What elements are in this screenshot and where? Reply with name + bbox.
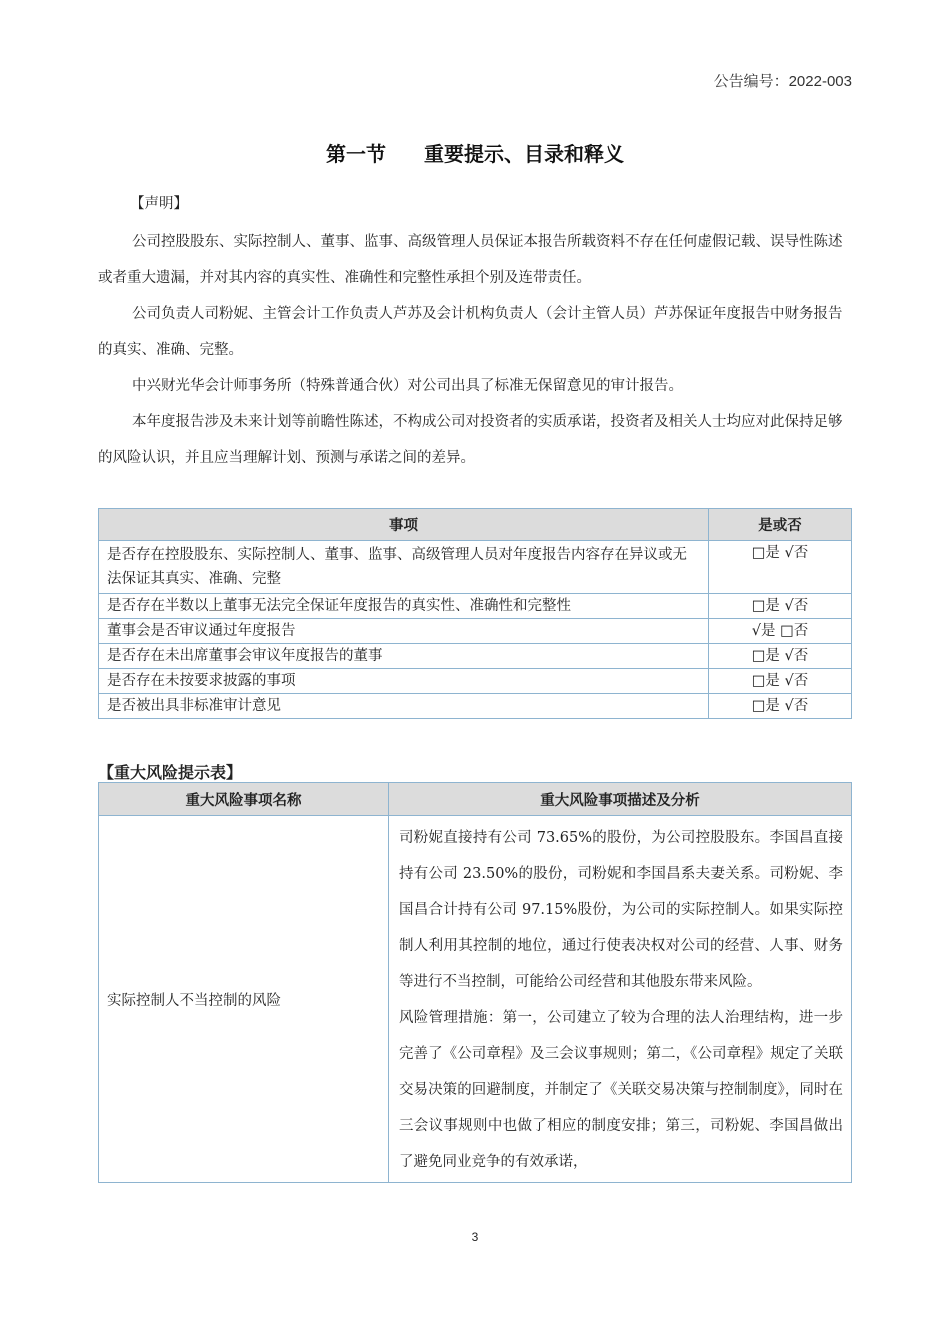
column-header-answer: 是或否 — [709, 509, 852, 541]
table-row — [99, 694, 852, 719]
column-header-item: 事项 — [99, 509, 709, 541]
table-header-row — [99, 783, 852, 816]
matter-item: 是否被出具非标准审计意见 — [99, 694, 709, 719]
matter-item: 是否存在未出席董事会审议年度报告的董事 — [99, 644, 709, 669]
table-row — [99, 669, 852, 694]
page-number: 3 — [471, 1230, 479, 1244]
risk-table — [98, 782, 852, 1183]
statement-paragraph: 公司负责人司粉妮、主管会计工作负责人芦苏及会计机构负责人（会计主管人员）芦苏保证年度报告中财务报告的真实、准确、完整。 — [98, 306, 843, 358]
table-row — [99, 816, 852, 1183]
table-header-row — [99, 509, 852, 541]
section-title — [0, 138, 950, 167]
statement-paragraph: 中兴财光华会计师事务所（特殊普通合伙）对公司出具了标准无保留意见的审计报告。 — [132, 378, 683, 394]
table-row — [99, 644, 852, 669]
risk-name: 实际控制人不当控制的风险 — [99, 816, 389, 1183]
section-number: 第一节 — [326, 142, 386, 166]
table-row — [99, 541, 852, 594]
matter-item: 是否存在半数以上董事无法完全保证年度报告的真实性、准确性和完整性 — [99, 594, 709, 619]
matter-answer: □是 √否 — [709, 694, 852, 719]
risk-measures: 风险管理措施：第一，公司建立了较为合理的法人治理结构，进一步完善了《公司章程》及三会议事规则；第二，《公司章程》规定了关联交易决策的回避制度，并制定了《关联交易决策与控制制度》，同时在三会议事规则中也做了相应的制度安排；第三，司粉妮、李国昌做出了避免同业竞争的有效承诺， — [399, 1010, 843, 1170]
section-name: 重要提示、目录和释义 — [424, 142, 624, 166]
matters-table — [98, 508, 852, 719]
statement-heading: 【声明】 — [130, 196, 188, 212]
column-header-risk-description: 重大风险事项描述及分析 — [389, 783, 852, 816]
matter-answer: □是 √否 — [709, 594, 852, 619]
risk-table-heading: 【重大风险提示表】 — [98, 763, 243, 782]
risk-description: 司粉妮直接持有公司 73.65%的股份，为公司控股股东。李国昌直接持有公司 23.50%的股份，司粉妮和李国昌系夫妻关系。司粉妮、李国昌合计持有公司 97.15%股份，为公司的实际控制人。如果实际控制人利用其控制的地位，通过行使表决权对公司的经营、人事、财务等进行不当控制，可能给公司经营和其他股东带来风险。 — [399, 830, 843, 990]
column-header-risk-name: 重大风险事项名称 — [99, 783, 389, 816]
announcement-number: 公告编号：2022-003 — [713, 73, 852, 90]
matter-answer: □是 √否 — [709, 644, 852, 669]
matter-item: 是否存在未按要求披露的事项 — [99, 669, 709, 694]
table-row — [99, 619, 852, 644]
matter-answer: □是 √否 — [709, 541, 852, 594]
matter-answer: √是 □否 — [709, 619, 852, 644]
risk-description-cell — [389, 816, 852, 1183]
table-row — [99, 594, 852, 619]
matter-item: 董事会是否审议通过年度报告 — [99, 619, 709, 644]
statement-paragraph: 本年度报告涉及未来计划等前瞻性陈述，不构成公司对投资者的实质承诺，投资者及相关人士均应对此保持足够的风险认识，并且应当理解计划、预测与承诺之间的差异。 — [98, 414, 843, 466]
statement-paragraph: 公司控股股东、实际控制人、董事、监事、高级管理人员保证本报告所载资料不存在任何虚假记载、误导性陈述或者重大遗漏，并对其内容的真实性、准确性和完整性承担个别及连带责任。 — [98, 234, 843, 286]
matter-answer: □是 √否 — [709, 669, 852, 694]
matter-item: 是否存在控股股东、实际控制人、董事、监事、高级管理人员对年度报告内容存在异议或无法保证其真实、准确、完整 — [99, 541, 709, 594]
